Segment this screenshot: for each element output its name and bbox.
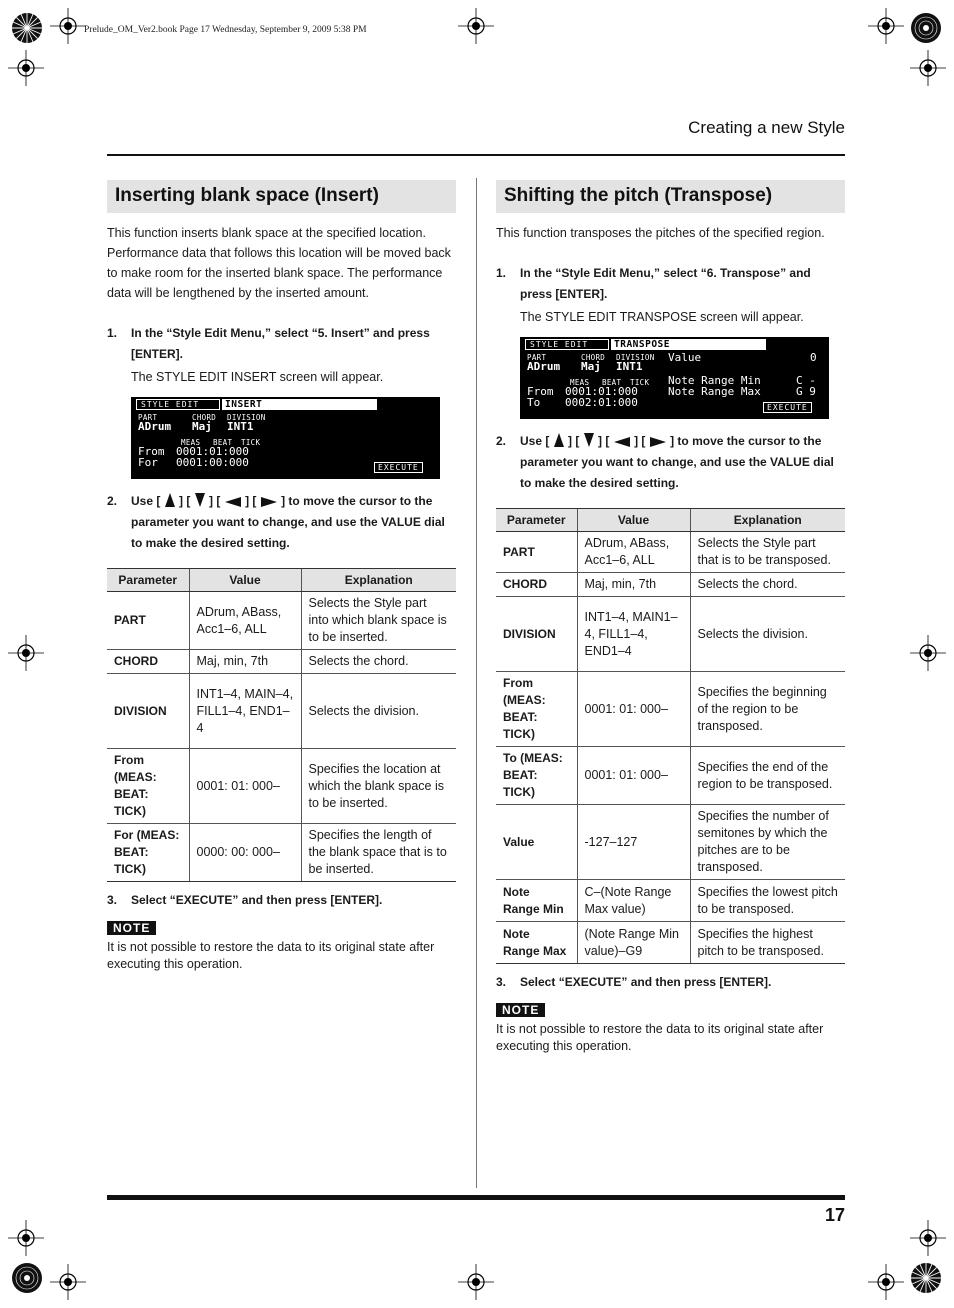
color-target-icon — [11, 12, 43, 44]
up-arrow-icon — [554, 433, 564, 447]
param-explanation: Specifies the end of the region to be transposed. — [690, 747, 845, 805]
note-text: It is not possible to restore the data to its original state after executing this operation. — [496, 1022, 824, 1053]
param-value: 0001: 01: 000– — [189, 749, 301, 824]
right-arrow-icon — [261, 497, 277, 507]
param-explanation: Selects the division. — [690, 597, 845, 672]
step-2 — [107, 491, 456, 554]
lcd-execute-button[interactable]: EXECUTE — [763, 402, 812, 413]
insert-section — [107, 180, 456, 973]
table-row — [496, 573, 845, 597]
lcd-part-value: ADrum — [138, 420, 172, 433]
registration-mark-icon — [6, 1218, 46, 1258]
step-text-d: ] [ — [634, 434, 646, 448]
lcd-meas-label: MEAS — [181, 438, 201, 447]
param-name: Note Range Max — [496, 922, 577, 964]
param-value: (Note Range Min value)–G9 — [577, 922, 690, 964]
lcd-for-value: 0001:00:000 — [176, 456, 249, 469]
step-text-c: ] [ — [209, 494, 221, 508]
column-header: Parameter — [107, 569, 189, 592]
param-explanation: Selects the chord. — [690, 573, 845, 597]
down-arrow-icon — [584, 433, 594, 447]
step-1 — [107, 323, 456, 365]
param-explanation: Specifies the lowest pitch to be transposed. — [690, 880, 845, 922]
header-rule — [107, 154, 845, 156]
param-explanation: Selects the Style part that is to be transposed. — [690, 532, 845, 573]
step-text: In the “Style Edit Menu,” select “5. Insert” and press [ENTER]. — [131, 326, 430, 361]
lcd-beat-label: BEAT — [602, 378, 622, 387]
section-title: Inserting blank space (Insert) — [107, 180, 456, 213]
down-arrow-icon — [195, 493, 205, 507]
step-number: 2. — [107, 494, 118, 508]
param-value: Maj, min, 7th — [577, 573, 690, 597]
param-name: CHORD — [107, 650, 189, 674]
param-value: ADrum, ABass, Acc1–6, ALL — [189, 592, 301, 650]
lcd-division-label: DIVISION — [616, 353, 655, 362]
step-text: In the “Style Edit Menu,” select “6. Transpose” and press [ENTER]. — [520, 266, 811, 301]
lcd-value-label: Value — [668, 351, 702, 364]
lcd-header: STYLE EDIT — [136, 399, 220, 410]
param-explanation: Specifies the number of semitones by which the pitches are to be transposed. — [690, 805, 845, 880]
transpose-section — [496, 180, 845, 1055]
step-text-d: ] [ — [245, 494, 257, 508]
column-header: Value — [577, 509, 690, 532]
table-row — [107, 650, 456, 674]
param-value: ADrum, ABass, Acc1–6, ALL — [577, 532, 690, 573]
lcd-note-range-min-value: C - — [796, 374, 816, 387]
param-name: PART — [496, 532, 577, 573]
param-explanation: Specifies the location at which the blank space is to be inserted. — [301, 749, 456, 824]
print-header: Prelude_OM_Ver2.book Page 17 Wednesday, September 9, 2009 5:38 PM — [84, 25, 367, 35]
note-badge: NOTE — [496, 1003, 545, 1017]
param-name: From (MEAS: BEAT: TICK) — [107, 749, 189, 824]
table-row — [496, 880, 845, 922]
step-number: 3. — [107, 893, 118, 907]
step-note: The STYLE EDIT INSERT screen will appear. — [131, 370, 384, 384]
lcd-note-range-max-label: Note Range Max — [668, 385, 761, 398]
registration-mark-icon — [908, 1218, 948, 1258]
step-text-e: ] to move the cursor to the parameter you want to change, and use the VALUE dial to make the desired setting. — [520, 434, 834, 490]
lcd-division-label: DIVISION — [227, 413, 266, 422]
param-value: C–(Note Range Max value) — [577, 880, 690, 922]
registration-mark-icon — [866, 6, 906, 46]
column-header: Explanation — [301, 569, 456, 592]
param-name: CHORD — [496, 573, 577, 597]
param-value: -127–127 — [577, 805, 690, 880]
section-intro: This function transposes the pitches of the specified region. — [496, 226, 825, 240]
step-text-a: Use [ — [131, 494, 161, 508]
param-explanation: Selects the chord. — [301, 650, 456, 674]
param-name: For (MEAS: BEAT: TICK) — [107, 824, 189, 882]
lcd-chord-label: CHORD — [192, 413, 217, 422]
table-header-row — [107, 569, 456, 592]
param-explanation: Specifies the length of the blank space that is to be inserted. — [301, 824, 456, 882]
step-number: 2. — [496, 434, 507, 448]
step-number: 3. — [496, 975, 507, 989]
param-name: To (MEAS: BEAT: TICK) — [496, 747, 577, 805]
param-value: 0001: 01: 000– — [577, 747, 690, 805]
registration-mark-icon — [6, 633, 46, 673]
lcd-division-value: INT1 — [227, 420, 254, 433]
table-row — [107, 674, 456, 749]
param-explanation: Specifies the highest pitch to be transposed. — [690, 922, 845, 964]
step-text-e: ] to move the cursor to the parameter you want to change, and use the VALUE dial to make the desired setting. — [131, 494, 445, 550]
note-text: It is not possible to restore the data to its original state after executing this operation. — [107, 940, 435, 971]
lcd-screen-insert — [131, 397, 440, 479]
lcd-from-value: 0001:01:000 — [176, 445, 249, 458]
left-arrow-icon — [614, 437, 630, 447]
step-text: Select “EXECUTE” and then press [ENTER]. — [131, 893, 383, 907]
registration-mark-icon — [908, 48, 948, 88]
lcd-to-label: To — [527, 396, 541, 409]
step-text: Select “EXECUTE” and then press [ENTER]. — [520, 975, 772, 989]
param-value: INT1–4, MAIN–4, FILL1–4, END1–4 — [189, 674, 301, 749]
note-badge: NOTE — [107, 921, 156, 935]
lcd-screen-transpose — [520, 337, 829, 419]
step-text-b: ] [ — [568, 434, 580, 448]
param-name: DIVISION — [496, 597, 577, 672]
table-row — [496, 672, 845, 747]
param-name: Note Range Min — [496, 880, 577, 922]
lcd-meas-label: MEAS — [570, 378, 590, 387]
lcd-note-range-max-value: G 9 — [796, 385, 816, 398]
lcd-to-value: 0002:01:000 — [565, 396, 638, 409]
registration-mark-icon — [456, 1262, 496, 1302]
lcd-value-value: 0 — [810, 351, 817, 364]
color-target-icon — [910, 12, 942, 44]
section-intro: This function inserts blank space at the specified location. Performance data that follows this location will be moved back to make room for the inserted blank space. The performance data will be lengthened by the inserted amount. — [107, 226, 451, 300]
lcd-tick-label: TICK — [241, 438, 261, 447]
right-arrow-icon — [650, 437, 666, 447]
registration-mark-icon — [866, 1262, 906, 1302]
lcd-chord-label: CHORD — [581, 353, 606, 362]
lcd-chord-value: Maj — [581, 360, 601, 373]
lcd-note-range-min-label: Note Range Min — [668, 374, 761, 387]
lcd-from-value: 0001:01:000 — [565, 385, 638, 398]
param-value: 0000: 00: 000– — [189, 824, 301, 882]
param-explanation: Selects the division. — [301, 674, 456, 749]
table-row — [496, 747, 845, 805]
lcd-for-label: For — [138, 456, 158, 469]
param-explanation: Specifies the beginning of the region to be transposed. — [690, 672, 845, 747]
table-header-row — [496, 509, 845, 532]
param-name: Value — [496, 805, 577, 880]
step-1 — [496, 263, 845, 305]
registration-mark-icon — [908, 633, 948, 673]
step-number: 1. — [107, 326, 118, 340]
lcd-from-label: From — [527, 385, 554, 398]
step-3 — [496, 972, 845, 993]
section-title: Shifting the pitch (Transpose) — [496, 180, 845, 213]
registration-mark-icon — [6, 48, 46, 88]
table-row — [107, 749, 456, 824]
param-name: From (MEAS: BEAT: TICK) — [496, 672, 577, 747]
step-2 — [496, 431, 845, 494]
running-title: Creating a new Style — [688, 118, 845, 137]
left-arrow-icon — [225, 497, 241, 507]
column-header: Parameter — [496, 509, 577, 532]
param-name: PART — [107, 592, 189, 650]
table-row — [496, 805, 845, 880]
param-value: INT1–4, MAIN1–4, FILL1–4, END1–4 — [577, 597, 690, 672]
table-row — [107, 824, 456, 882]
lcd-part-label: PART — [138, 413, 158, 422]
table-row — [107, 592, 456, 650]
lcd-part-label: PART — [527, 353, 547, 362]
param-explanation: Selects the Style part into which blank space is to be inserted. — [301, 592, 456, 650]
footer-rule — [107, 1195, 845, 1200]
up-arrow-icon — [165, 493, 175, 507]
step-text-a: Use [ — [520, 434, 550, 448]
column-header: Value — [189, 569, 301, 592]
step-number: 1. — [496, 266, 507, 280]
parameter-table — [107, 568, 456, 882]
registration-mark-icon — [48, 1262, 88, 1302]
step-note: The STYLE EDIT TRANSPOSE screen will appear. — [520, 310, 804, 324]
page-number: 17 — [824, 1205, 845, 1225]
lcd-part-value: ADrum — [527, 360, 561, 373]
param-value: 0001: 01: 000– — [577, 672, 690, 747]
color-target-icon — [910, 1262, 942, 1294]
column-divider — [476, 178, 477, 1188]
table-row — [496, 597, 845, 672]
parameter-table — [496, 508, 845, 964]
lcd-beat-label: BEAT — [213, 438, 233, 447]
column-header: Explanation — [690, 509, 845, 532]
param-name: DIVISION — [107, 674, 189, 749]
lcd-header: STYLE EDIT — [525, 339, 609, 350]
param-value: Maj, min, 7th — [189, 650, 301, 674]
registration-mark-icon — [456, 6, 496, 46]
color-target-icon — [11, 1262, 43, 1294]
step-text-c: ] [ — [598, 434, 610, 448]
step-text-b: ] [ — [179, 494, 191, 508]
registration-mark-icon — [48, 6, 88, 46]
lcd-title: TRANSPOSE — [611, 339, 766, 350]
table-row — [496, 922, 845, 964]
lcd-title: INSERT — [222, 399, 377, 410]
lcd-chord-value: Maj — [192, 420, 212, 433]
lcd-tick-label: TICK — [630, 378, 650, 387]
lcd-from-label: From — [138, 445, 165, 458]
table-row — [496, 532, 845, 573]
lcd-execute-button[interactable]: EXECUTE — [374, 462, 423, 473]
lcd-division-value: INT1 — [616, 360, 643, 373]
step-3 — [107, 890, 456, 911]
